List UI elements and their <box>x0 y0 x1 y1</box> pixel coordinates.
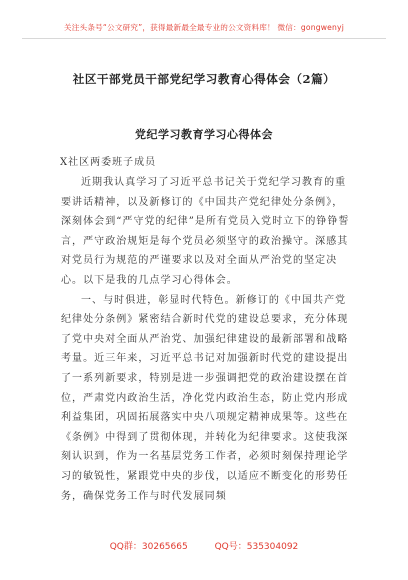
body-paragraph: 近期我认真学习了习近平总书记关于党纪学习教育的重要讲话精神，以及新修订的《中国共产党纪律处分条例》，深刻体会到“严守党的纪律”是所有党员入党时立下的铮铮誓言，严守政治规矩是每个党员必须坚守的政治操守。深感其对党员行为规范的严谨要求以及对全面从严治党的坚定决心。以下是我的几点学习心得体会。 <box>61 177 350 286</box>
contact-footer <box>0 539 408 552</box>
qq-group-number: QQ群：30265665 <box>109 542 188 552</box>
qq-account-number: QQ号：535304092 <box>214 542 299 552</box>
author-line: X社区两委班子成员 <box>60 157 157 168</box>
body-paragraph: 一、与时俱进，彰显时代特色。新修订的《中国共产党纪律处分条例》紧密结合新时代党的建设总要求，充分体现了党中央对全面从严治党、加强纪律建设的最新部署和战略考量。近三年来，习近平总书记对加强新时代党的建设提出了一系列新要求，特别是进一步强调把党的政治建设摆在首位，严肃党内政治生活，净化党内政治生态，防止党内形成利益集团，巩固拓展落实中央八项规定精神成果等。这些在《条例》中得到了贯彻体现，并转化为纪律要求。这使我深刻认识到，作为一名基层党务工作者，必须时刻保持理论学习的敏锐性，紧跟党中央的步伐，以适应不断变化的形势任务，确保党务工作与时代发展同频 <box>61 294 349 502</box>
document-title: 社区干部党员干部党纪学习教育心得体会（2篇） <box>72 72 336 86</box>
document-body <box>61 173 351 506</box>
promo-header: 关注头条号“公文研究”，获得最新最全最专业的公文资料库！ 微信：gongwenyj <box>63 23 345 32</box>
header-divider <box>22 38 386 39</box>
section-title: 党纪学习教育学习心得体会 <box>135 128 273 141</box>
